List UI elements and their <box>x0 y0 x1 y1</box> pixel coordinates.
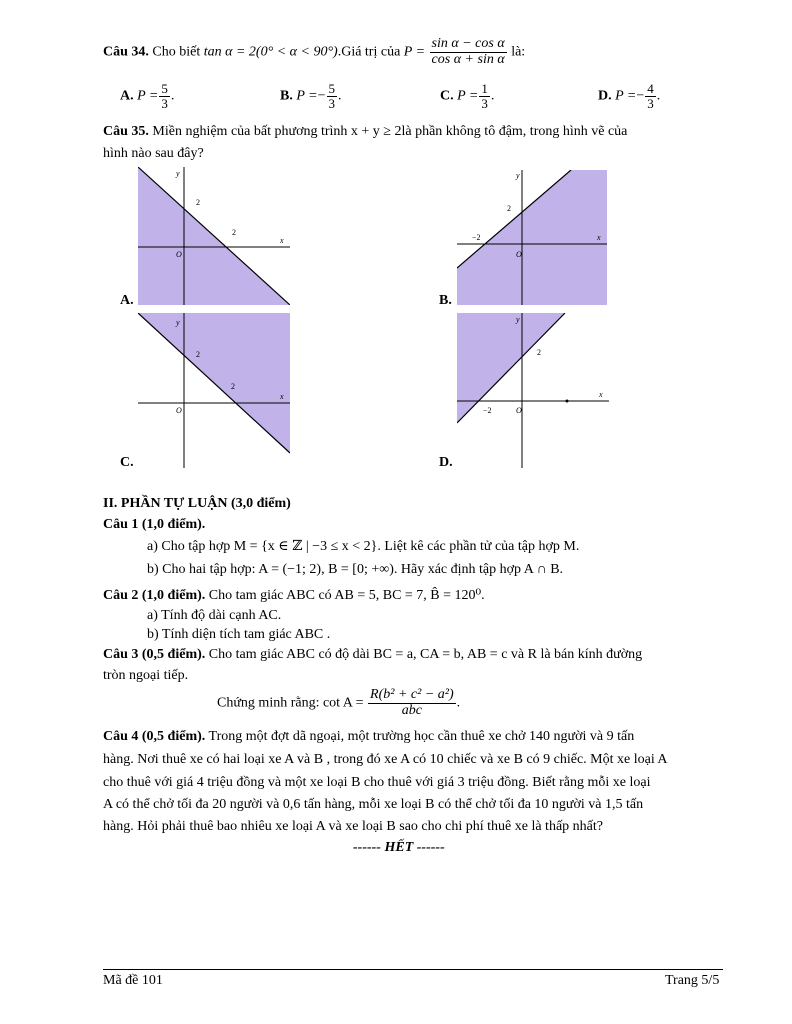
question-35 <box>103 124 627 140</box>
graph-a-label: A. <box>120 293 134 308</box>
c4 <box>103 729 634 745</box>
question-35-line1: Miền nghiệm của bất phương trình x + y ≥ 2là phần không tô đậm, trong hình vẽ của <box>152 124 628 139</box>
option-label: C. <box>440 88 454 104</box>
option-den: 3 <box>328 95 335 111</box>
c4-line2: hàng. Nơi thuê xe có hai loại xe A và B , trong đó xe A có 10 chiếc và xe B có 9 chiếc. Một xe loại A <box>103 752 668 767</box>
graph-d-label: D. <box>439 455 453 470</box>
c2-label: Câu 2 (1,0 điểm). <box>103 588 206 603</box>
question-34-p-lhs: P = <box>403 44 426 60</box>
c3-text: Cho tam giác ABC có độ dài BC = a, CA = b, AB = c và R là bán kính đường <box>208 647 643 662</box>
x-tick-label: −2 <box>472 233 481 242</box>
question-34-condition: tan α = 2(0° < α < 90°) <box>203 44 338 60</box>
question-34-text-mid: .Giá trị của <box>337 44 401 60</box>
x-tick-label: −2 <box>483 406 492 415</box>
option-fraction <box>327 82 338 110</box>
footer-page-number: Trang 5/5 <box>665 973 720 988</box>
c2-a: a) Tính độ dài cạnh AC. <box>147 608 282 623</box>
y-axis-label: y <box>176 169 180 178</box>
question-34-label: Câu 34. <box>103 44 149 60</box>
option-lhs: P = <box>296 88 318 104</box>
y-axis-label: y <box>516 171 520 180</box>
c4-line5: hàng. Hỏi phải thuê bao nhiêu xe loại A và xe loại B sao cho chi phí thuê xe là thấp nhất? <box>103 819 603 834</box>
option-label: B. <box>280 88 293 104</box>
c2-text: Cho tam giác ABC có AB = 5, BC = 7, B̂ = 120⁰. <box>208 588 485 603</box>
c2 <box>103 587 485 604</box>
c1-a: a) Cho tập hợp M = {x ∈ ℤ | −3 ≤ x < 2}. Liệt kê các phần tử của tập hợp M. <box>147 539 580 554</box>
option-fraction <box>479 82 490 110</box>
c3-text2: tròn ngoại tiếp. <box>103 668 189 683</box>
option-num: 4 <box>647 81 654 96</box>
origin-label: O <box>176 250 182 259</box>
option-lhs: P = <box>615 88 637 104</box>
q34-option-a[interactable]: A. P = $\frac{5}{3}$ . <box>120 81 175 111</box>
footer-divider <box>103 969 723 970</box>
graph-a[interactable] <box>138 167 290 305</box>
x-axis-label: x <box>599 390 603 399</box>
c3 <box>103 647 642 663</box>
question-35-line2: hình nào sau đây? <box>103 146 204 161</box>
option-fraction <box>159 82 170 110</box>
option-den: 3 <box>481 95 488 111</box>
option-label: D. <box>598 88 612 104</box>
graph-b[interactable] <box>457 170 607 305</box>
footer-exam-code: Mã đề 101 <box>103 973 163 988</box>
option-den: 3 <box>161 95 168 111</box>
y-tick-label: 2 <box>537 348 541 357</box>
question-34 <box>103 37 525 67</box>
c4-line4: A có thể chở tối đa 20 người và 0,6 tấn hàng, mỗi xe loại B có thể chở tối đa 10 người và 1,5 tấn <box>103 797 644 812</box>
y-axis-label: y <box>176 318 180 327</box>
end-marker: ------ HẾT ------ <box>353 840 445 855</box>
tick-dot <box>566 400 569 403</box>
c1-label: Câu 1 (1,0 điểm). <box>103 517 206 532</box>
option-num: 5 <box>328 81 335 96</box>
x-axis-label: x <box>280 236 284 245</box>
c4-line1: Trong một đợt dã ngoại, một trường học cần thuê xe chở 140 người và 9 tấn <box>208 729 635 744</box>
y-axis-label: y <box>516 315 520 324</box>
question-34-numerator: sin α − cos α <box>431 36 505 51</box>
c4-label: Câu 4 (0,5 điểm). <box>103 729 206 744</box>
c4-line3: cho thuê với giá 4 triệu đồng và một xe loại B cho thuê với giá 3 triệu đồng. Biết rằng mỗi xe loại <box>103 775 651 790</box>
x-tick-label: 2 <box>231 382 235 391</box>
c3-tail: . <box>456 695 461 711</box>
option-lhs: P = <box>457 88 479 104</box>
origin-label: O <box>516 250 522 259</box>
origin-label: O <box>516 406 522 415</box>
graph-d[interactable] <box>457 313 609 468</box>
option-label: A. <box>120 88 134 104</box>
c3-denominator: abc <box>401 702 422 718</box>
c2-b: b) Tính diện tích tam giác ABC . <box>147 627 331 642</box>
question-34-text-after: là: <box>511 44 526 60</box>
c3-label: Câu 3 (0,5 điểm). <box>103 647 206 662</box>
x-tick-label: 2 <box>232 228 236 237</box>
option-sign: − <box>317 88 326 104</box>
question-34-fraction <box>430 37 507 67</box>
c3-prove-label: Chứng minh rằng: cot A = <box>217 695 364 711</box>
q34-option-c[interactable]: C. P = $\frac{1}{3}$ . <box>440 81 495 111</box>
question-34-text-before: Cho biết <box>152 44 201 60</box>
graph-b-label: B. <box>439 293 452 308</box>
x-axis-label: x <box>597 233 601 242</box>
q34-option-b[interactable]: B. P =− $\frac{5}{3}$ . <box>280 81 342 111</box>
y-tick-label: 2 <box>196 198 200 207</box>
origin-label: O <box>176 406 182 415</box>
option-den: 3 <box>647 95 654 111</box>
option-num: 5 <box>161 81 168 96</box>
option-fraction <box>645 82 656 110</box>
graph-c-label: C. <box>120 455 134 470</box>
shaded-region <box>138 313 290 468</box>
x-axis-label: x <box>280 392 284 401</box>
y-tick-label: 2 <box>507 204 511 213</box>
c3-prove <box>217 688 460 718</box>
c3-fraction <box>368 688 456 718</box>
c3-numerator: R(b² + c² − a²) <box>370 687 454 702</box>
q34-option-d[interactable]: D. P =− $\frac{4}{3}$ . <box>598 81 661 111</box>
y-tick-label: 2 <box>196 350 200 359</box>
question-34-denominator: cos α + sin α <box>431 51 505 67</box>
option-lhs: P = <box>137 88 159 104</box>
graph-c[interactable] <box>138 313 290 468</box>
option-num: 1 <box>481 81 488 96</box>
c1-b: b) Cho hai tập hợp: A = (−1; 2), B = [0; +∞). Hãy xác định tập hợp A ∩ B. <box>147 562 564 577</box>
question-35-label: Câu 35. <box>103 124 149 139</box>
option-sign: − <box>636 88 645 104</box>
part2-heading: II. PHẦN TỰ LUẬN (3,0 điểm) <box>103 496 291 511</box>
